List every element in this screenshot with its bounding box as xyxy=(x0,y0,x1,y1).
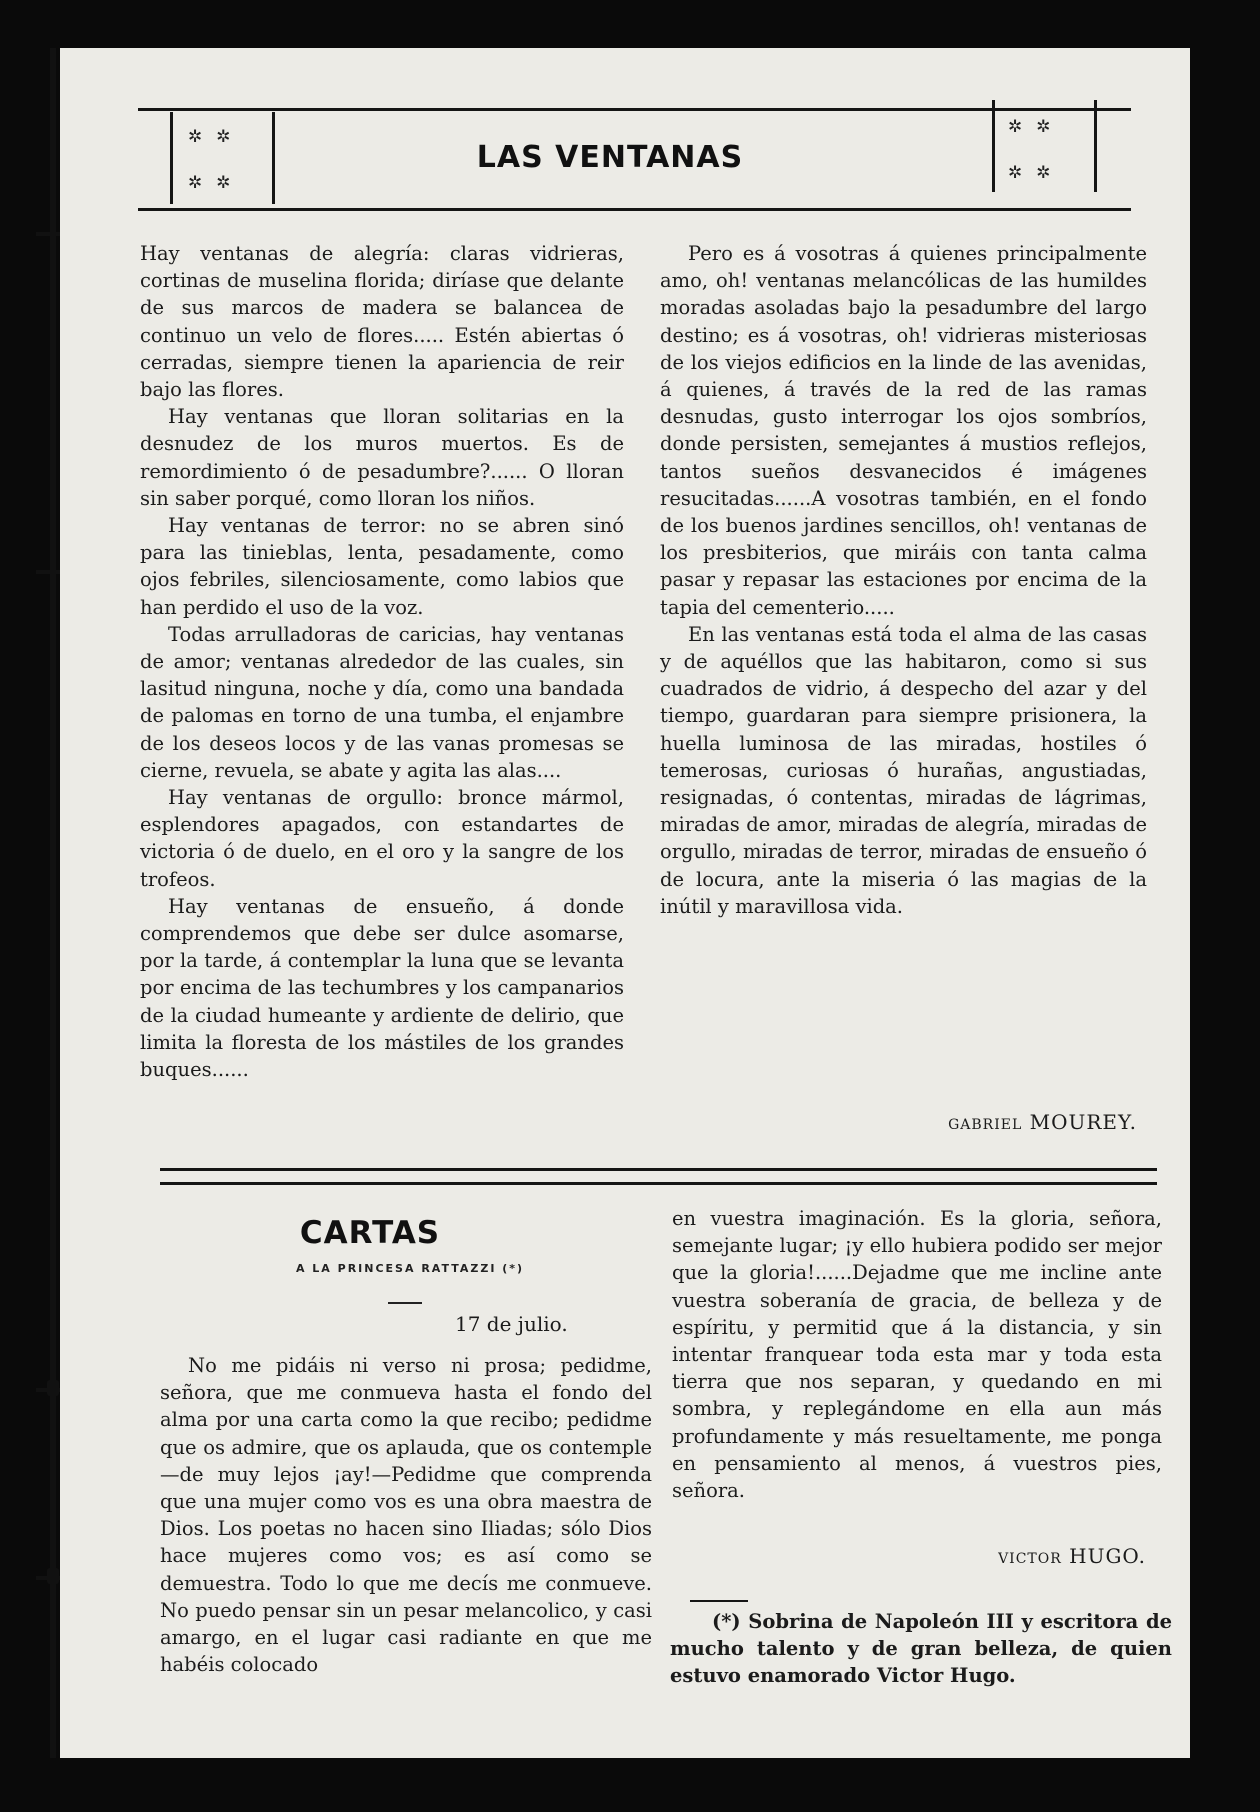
star-ornament-left: ✲✲ ✲✲ xyxy=(188,127,245,193)
paragraph: Todas arrulladoras de caricias, hay ventanas de amor; ventanas alrededor de las cuales, sin lasitud ninguna, noche y día, como una bandada de palomas en torno de una tumba, el enjambre de los deseos locos y de las vanas promesas se cierne, revuela, se abate y agita las alas.... xyxy=(140,622,624,782)
header-bottom-rule xyxy=(138,208,1131,211)
article2-title: CARTAS xyxy=(299,1215,441,1251)
author-first-name: GABRIEL xyxy=(948,1117,1023,1133)
binding-edge xyxy=(50,48,56,1758)
paragraph: Hay ventanas de orgullo: bronce mármol, esplendores apagados, con estandartes de victoria ó de duelo, en el oro y la sangre de los trofeos. xyxy=(140,786,624,891)
paragraph: En las ventanas está toda el alma de las casas y de aquéllos que las habitaron, como si sus cuadrados de vidrio, á despecho del azar y del tiempo, guardaran para siempre prisionera, la huella luminosa de las miradas, hostiles ó temerosas, curiosas ó hurañas, angustiadas, resignadas, ó contentas, miradas de lágrimas, miradas de amor, miradas de alegría, miradas de orgullo, miradas de terror, miradas de ensueño ó de locura, ante la miseria ó las magias de la inútil y maravillosa vida. xyxy=(660,622,1147,918)
paragraph: Hay ventanas de terror: no se abren sinó para las tinieblas, lenta, pesadamente, como ojos febriles, silenciosamente, como labios que han perdido el uso de la voz. xyxy=(140,514,624,619)
paragraph: No me pidáis ni verso ni prosa; pedidme, señora, que me conmueva hasta el fondo del alma por una carta como la que recibo; pedidme que os admire, que os aplauda, que os contemple—de muy lejos ¡ay!—Pedidme que comprenda que una mujer como vos es una obra maestra de Dios. Los poetas no hacen sino Iliadas; sólo Dios hace mujeres como vos; es así como se demuestra. Todo lo que me decís me conmueve. No puedo pensar sin un pesar melancolico, y casi amargo, en el lugar casi radiante en que me habéis colocado xyxy=(160,1354,652,1677)
header-left-box-border xyxy=(170,112,173,204)
article2-right-column xyxy=(672,1205,1162,1504)
article2-author xyxy=(880,1544,1146,1568)
binding-knot xyxy=(47,1380,59,1396)
paragraph: Hay ventanas de alegría: claras vidrieras, cortinas de muselina florida; diríase que delante de sus marcos de madera se balancea de continuo un velo de flores..... Estén abiertas ó cerradas, siempre tienen la apariencia de reir bajo las flores. xyxy=(140,242,624,402)
footnote xyxy=(670,1608,1172,1689)
author-last-name: HUGO. xyxy=(1069,1544,1146,1568)
paragraph: Hay ventanas que lloran solitarias en la desnudez de los muros muertos. Es de remordimiento ó de pesadumbre?...... O lloran sin saber porqué, como lloran los niños. xyxy=(140,405,624,510)
article1-left-column xyxy=(140,240,624,1083)
paragraph: Pero es á vosotras á quienes principalmente amo, oh! ventanas melancólicas de las humildes moradas asoladas bajo la pesadumbre del largo destino; es á vosotras, oh! vidrieras misteriosas de los viejos edificios en la linde de las avenidas, á quienes, á través de la red de las ramas desnudas, gusto interrogar los ojos sombríos, donde persisten, semejantes á mustios reflejos, tantos sueños desvanecidos é imágenes resucitadas......A vosotras también, en el fondo de los buenos jardines sencillos, oh! ventanas de los presbiterios, que miráis con tanta calma pasar y repasar las estaciones por encima de la tapia del cementerio..... xyxy=(660,242,1147,619)
article1-right-column xyxy=(660,240,1147,920)
article2-subtitle: A LA PRINCESA RATTAZZI (*) xyxy=(295,1262,525,1275)
article1-author xyxy=(860,1110,1137,1134)
author-last-name: MOUREY. xyxy=(1029,1110,1137,1134)
header-right-box-border xyxy=(992,100,995,192)
author-first-name: VICTOR xyxy=(998,1551,1062,1567)
title-dash xyxy=(388,1302,422,1304)
binding-knot xyxy=(47,1568,59,1584)
article-title: LAS VENTANAS xyxy=(476,140,744,175)
article2-left-column xyxy=(160,1352,652,1678)
star-ornament-right: ✲✲ ✲✲ xyxy=(1008,117,1065,183)
header-right-box-border xyxy=(1094,100,1097,192)
header-left-box-border xyxy=(272,112,275,204)
letter-date: 17 de julio. xyxy=(455,1312,568,1336)
paragraph: Hay ventanas de ensueño, á donde comprendemos que debe ser dulce asomarse, por la tarde, á contemplar la luna que se levanta por encima de las techumbres y los campanarios de la ciudad humeante y ardiente de delirio, que limita la floresta de los mástiles de los grandes buques...... xyxy=(140,894,624,1082)
header-top-rule xyxy=(138,108,1131,111)
section-rule xyxy=(160,1168,1157,1171)
section-rule xyxy=(160,1182,1157,1185)
footnote-text: (*) Sobrina de Napoleón III y escritora de mucho talento y de gran belleza, de quien estuvo enamorado Victor Hugo. xyxy=(670,1610,1172,1687)
footnote-rule xyxy=(690,1600,748,1602)
paragraph: en vuestra imaginación. Es la gloria, señora, semejante lugar; ¡y ello hubiera podido ser mejor que la gloria!......Dejadme que me incline ante vuestra soberanía de gracia, de belleza y de espíritu, y permitid que á la distancia, y sin intentar franquear toda esta mar y toda esta tierra que nos separan, y quedando en mi sombra, y replegándome en ella aun más profundamente y más resueltamente, me ponga en pensamiento al menos, á vuestros pies, señora. xyxy=(672,1207,1162,1503)
